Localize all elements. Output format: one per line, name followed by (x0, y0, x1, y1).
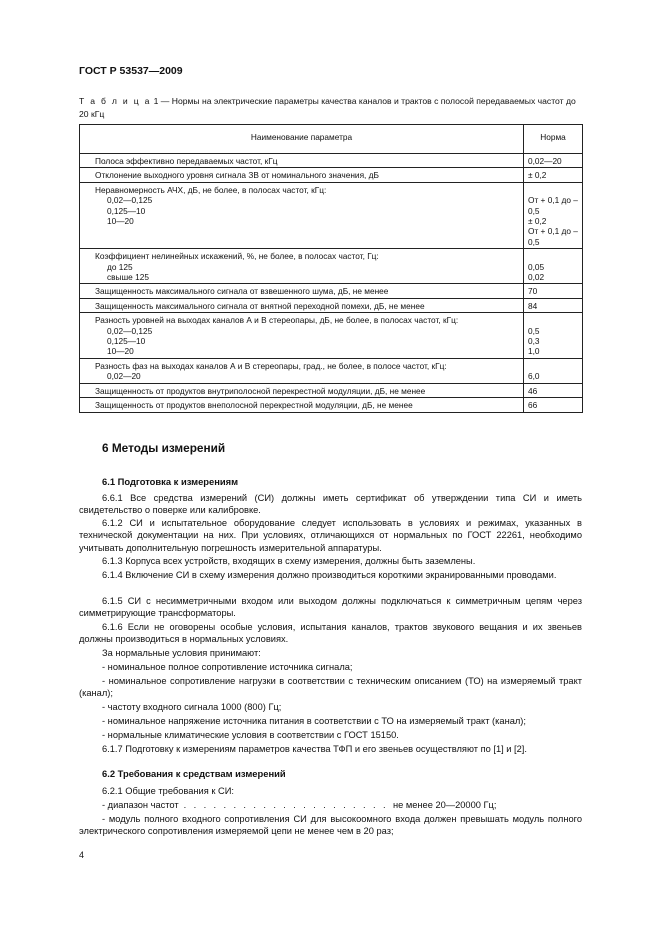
param-text: Разность фаз на выходах каналов А и В стереопары, град., не более, в полосе частот, кГц: (95, 360, 447, 371)
paragraph-6-1-6: 6.1.6 Если не оговорены особые условия, испытания каналов, трактов звукового вещания и их звеньев должны производиться в нормальных условиях. (79, 622, 582, 645)
norm-value: 6,0 (528, 371, 540, 382)
table-row (80, 313, 583, 359)
norm-value: 0,02 (528, 272, 545, 283)
norm-cell (524, 358, 583, 383)
paragraph-6-1-3: 6.1.3 Корпуса всех устройств, входящих в схему измерения, должны быть заземлены. (102, 556, 476, 566)
table-row (80, 182, 583, 248)
sub-range: 10—20 (107, 216, 134, 227)
table-row (80, 398, 583, 412)
col-header-norm: Норма (524, 125, 583, 154)
param-text: Коэффициент нелинейных искажений, %, не более, в полосах частот, Гц: (95, 251, 379, 262)
table-caption (79, 95, 582, 120)
param-cell: Защищенность максимального сигнала от внятной переходной помехи, дБ, не менее (80, 298, 524, 312)
norm-cell: 84 (524, 298, 583, 312)
param-cell: Защищенность от продуктов внеполосной перекрестной модуляции, дБ, не менее (80, 398, 524, 412)
condition-item: - номинальное напряжение источника питания в соответствии с ТО на измеряемый тракт (канал); (102, 716, 526, 726)
condition-item: - частоту входного сигнала 1000 (800) Гц; (102, 702, 282, 712)
caption-text: 1 — Нормы на электрические параметры качества каналов и трактов с полосой передаваемых частот до 20 кГц (79, 96, 576, 119)
caption-label: Т а б л и ц а (79, 96, 152, 106)
sub-range: до 125 (107, 261, 133, 272)
norms-table (79, 124, 583, 413)
paragraph-6-1-5: 6.1.5 СИ с несимметричными входом или выходом должны подключаться к симметричным цепям через симметрирующие трансформаторы. (79, 596, 582, 619)
param-cell: Защищенность от продуктов внутриполосной перекрестной модуляции, дБ, не менее (80, 383, 524, 397)
norm-cell (524, 182, 583, 248)
paragraph-6-2-1: 6.2.1 Общие требования к СИ: (102, 786, 234, 796)
requirement-frequency-range (79, 799, 582, 811)
norm-value: 0,5 (528, 325, 540, 336)
normal-conditions-intro: За нормальные условия принимают: (102, 648, 261, 658)
table-row (80, 298, 583, 312)
condition-item: - номинальное полное сопротивление источника сигнала; (102, 662, 353, 672)
sub-range: 0,125—10 (107, 205, 146, 216)
page-number: 4 (79, 850, 85, 860)
paragraph-6-1-2: 6.1.2 СИ и испытательное оборудование следует использовать в условиях и режимах, указанных в технической документации на них. При условиях, отличающихся от нормальных по ГОСТ 22261, необходимо учитывать дополнительную погрешность измерительной аппаратуры. (79, 518, 582, 553)
param-text: Неравномерность АЧХ, дБ, не более, в полосах частот, кГц: (95, 184, 327, 195)
norm-cell: 0,02—20 (524, 154, 583, 168)
param-cell (80, 182, 524, 248)
norm-value: От + 0,1 до – 0,5 (528, 226, 578, 247)
sub-range: 0,02—0,125 (107, 325, 153, 336)
paragraph-6-6-1: 6.6.1 Все средства измерений (СИ) должны иметь сертификат об утверждении типа СИ и иметь свидетельство о поверке или калибровке. (79, 493, 582, 516)
table-row (80, 168, 583, 182)
standard-header: ГОСТ Р 53537—2009 (79, 65, 183, 77)
param-cell (80, 249, 524, 284)
norm-value: От + 0,1 до – 0,5 (528, 195, 578, 216)
norm-cell: 46 (524, 383, 583, 397)
section-title: 6 Методы измерений (102, 441, 226, 455)
sub-range: 0,02—0,125 (107, 195, 153, 206)
requirement-label: - диапазон частот (102, 800, 179, 810)
condition-item: - номинальное сопротивление нагрузки в соответствии с техническим описанием (ТО) на измеряемый тракт (канал); (79, 676, 582, 699)
paragraph-6-1-4: 6.1.4 Включение СИ в схему измерения должно производиться короткими экранированными проводами. (102, 570, 557, 580)
requirement-value: не менее 20—20000 Гц; (392, 800, 497, 810)
sub-range: 10—20 (107, 346, 134, 357)
condition-item: - нормальные климатические условия в соответствии с ГОСТ 15150. (102, 730, 399, 740)
param-cell (80, 358, 524, 383)
norm-cell: 70 (524, 284, 583, 298)
norm-value: ± 0,2 (528, 216, 547, 227)
param-cell (80, 313, 524, 359)
norm-cell: ± 0,2 (524, 168, 583, 182)
table-row (80, 383, 583, 397)
subsection-title: 6.2 Требования к средствам измерений (102, 768, 286, 779)
norm-value: 0,05 (528, 261, 545, 272)
norm-cell: 66 (524, 398, 583, 412)
table-row (80, 249, 583, 284)
leader-dots: . . . . . . . . . . . . . . . . . . . . . (178, 800, 393, 810)
param-cell: Полоса эффективно передаваемых частот, кГц (80, 154, 524, 168)
param-cell: Защищенность максимального сигнала от взвешенного шума, дБ, не менее (80, 284, 524, 298)
norm-value: 1,0 (528, 346, 540, 357)
param-text: Разность уровней на выходах каналов А и В стереопары, дБ, не более, в полосах частот, кГц: (95, 315, 459, 326)
sub-range: свыше 125 (107, 272, 149, 283)
table-header-row (80, 125, 583, 154)
table-row (80, 154, 583, 168)
norm-cell (524, 249, 583, 284)
table-row (80, 284, 583, 298)
norm-cell (524, 313, 583, 359)
sub-range: 0,125—10 (107, 336, 146, 347)
sub-range: 0,02—20 (107, 371, 141, 382)
table-row (80, 358, 583, 383)
param-cell: Отклонение выходного уровня сигнала ЗВ от номинального значения, дБ (80, 168, 524, 182)
col-header-param: Наименование параметра (80, 125, 524, 154)
subsection-title: 6.1 Подготовка к измерениям (102, 476, 239, 487)
requirement-impedance: - модуль полного входного сопротивления СИ для высокоомного входа должен превышать модуль полного электрического сопротивления измеряемой цепи не менее чем в 20 раз; (79, 814, 582, 837)
norm-value: 0,3 (528, 336, 540, 347)
paragraph-6-1-7: 6.1.7 Подготовку к измерениям параметров качества ТФП и его звеньев осуществляют по [1] и [2]. (102, 744, 527, 754)
